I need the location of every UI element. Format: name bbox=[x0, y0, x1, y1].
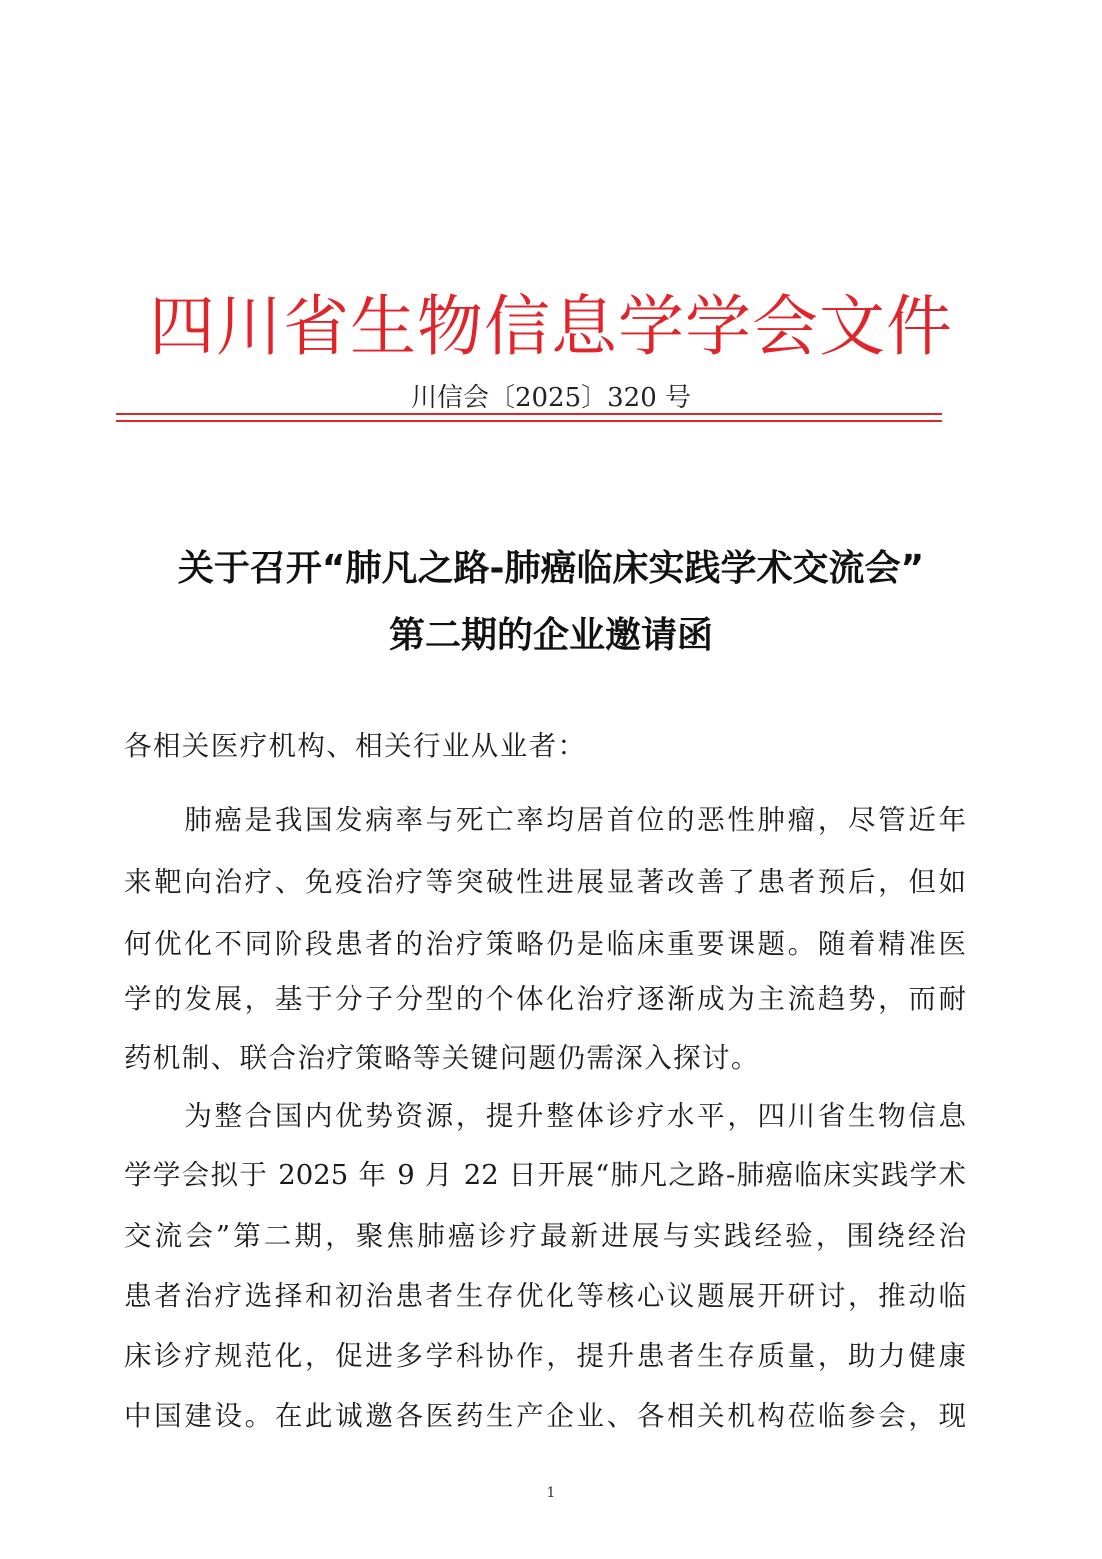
paragraph-1-line: 学的发展，基于分子分型的个体化治疗逐渐成为主流趋势，而耐 bbox=[124, 983, 966, 1015]
header-divider-top bbox=[116, 413, 942, 415]
paragraph-1-line: 来靶向治疗、免疫治疗等突破性进展显著改善了患者预后，但如 bbox=[124, 866, 966, 898]
paragraph-2-line: 患者治疗选择和初治患者生存优化等核心议题展开研讨，推动临 bbox=[124, 1280, 966, 1312]
paragraph-2-line: 学学会拟于 2025 年 9 月 22 日开展“肺凡之路-肺癌临床实践学术 bbox=[124, 1159, 966, 1191]
paragraph-2-line: 床诊疗规范化，促进多学科协作，提升患者生存质量，助力健康 bbox=[124, 1340, 966, 1372]
paragraph-2-line: 中国建设。在此诚邀各医药生产企业、各相关机构莅临参会，现 bbox=[124, 1400, 966, 1432]
document-number: 川信会〔2025〕320 号 bbox=[410, 383, 692, 413]
paragraph-1-line: 何优化不同阶段患者的治疗策略仍是临床重要课题。随着精准医 bbox=[124, 928, 966, 960]
organization-header: 四川省生物信息学学会文件 bbox=[149, 288, 953, 365]
document-title-line-2: 第二期的企业邀请函 bbox=[388, 615, 713, 656]
header-divider-bottom bbox=[116, 420, 942, 422]
paragraph-2-line: 交流会”第二期，聚焦肺癌诊疗最新进展与实践经验，围绕经治 bbox=[124, 1220, 966, 1252]
paragraph-1-line: 肺癌是我国发病率与死亡率均居首位的恶性肿瘤，尽管近年 bbox=[124, 804, 966, 836]
document-title-line-1: 关于召开“肺凡之路-肺癌临床实践学术交流会” bbox=[177, 548, 925, 589]
paragraph-1-line: 药机制、联合治疗策略等关键问题仍需深入探讨。 bbox=[124, 1042, 760, 1074]
page-number: 1 bbox=[546, 1485, 556, 1501]
paragraph-2-line: 为整合国内优势资源，提升整体诊疗水平，四川省生物信息 bbox=[124, 1100, 966, 1132]
salutation: 各相关医疗机构、相关行业从业者： bbox=[124, 730, 587, 762]
